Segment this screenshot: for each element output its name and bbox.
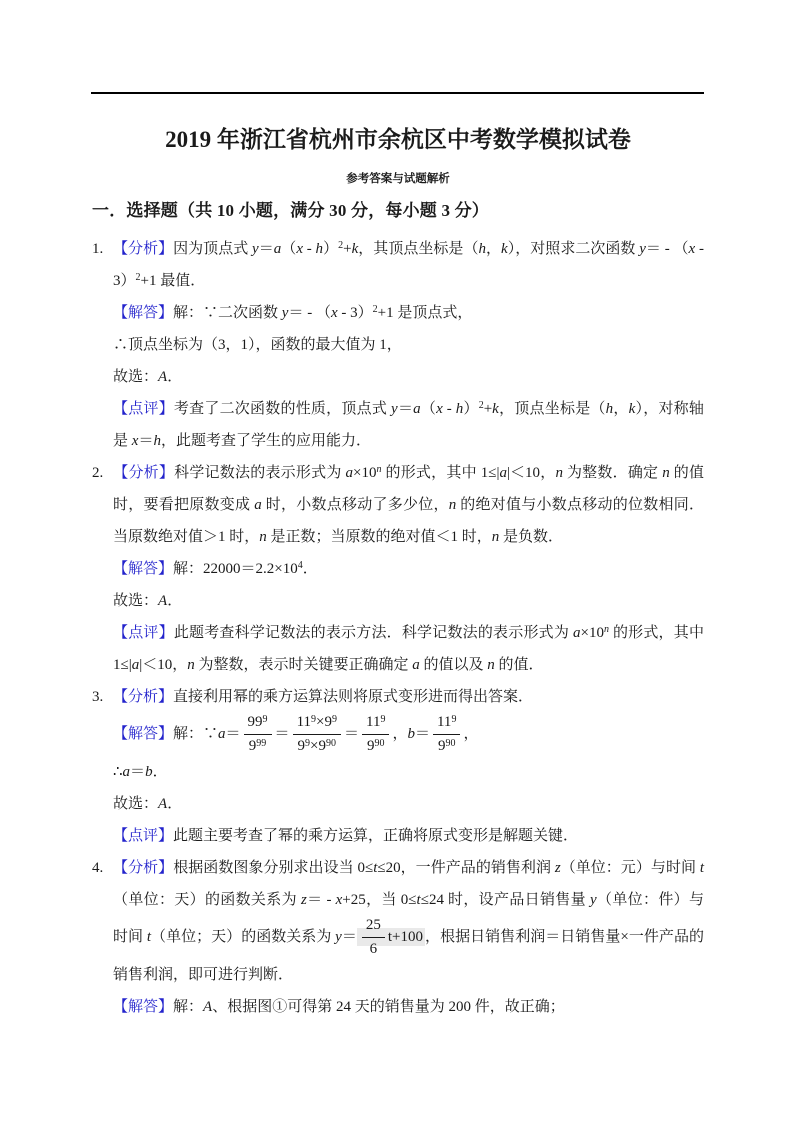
text-run: A (158, 796, 168, 812)
fraction (362, 916, 385, 959)
text-run: 99 (256, 738, 267, 749)
text-run: n (487, 657, 495, 673)
text-run: ＝ (138, 433, 154, 449)
text-run: b (145, 764, 153, 780)
text-run: ． (167, 593, 183, 609)
text-run: ＝ - （ (645, 241, 689, 257)
question-paragraph (92, 788, 704, 820)
question-paragraph (92, 585, 704, 617)
text-run: t (699, 860, 704, 876)
text-run: ， (392, 725, 408, 742)
text-run: 为整数．确定 (562, 465, 663, 481)
text-run: 的值以及 (419, 657, 488, 673)
step-label: 【解答】 (113, 305, 174, 321)
question-block-2 (92, 457, 704, 681)
section-heading: 一．选择题（共 10 小题，满分 30 分，每小题 3 分） (92, 201, 489, 220)
text-run: 的绝对值与小数点移动的位数相同．当原数绝对值＞1 时， (113, 497, 704, 545)
text-run: x (436, 401, 443, 417)
text-run: + (483, 401, 493, 417)
text-run: ），对称轴是 (113, 401, 704, 449)
equation-highlight (357, 917, 425, 957)
text-run: h (153, 433, 161, 449)
text-run: 解：∵ (173, 725, 219, 742)
text-run: 、根据图①可得第 24 天的销售量为 200 件，故正确； (212, 999, 565, 1015)
fraction-denominator (362, 735, 389, 756)
text-run: 的形式，其中 1≤| (113, 625, 704, 673)
question-paragraph (92, 393, 704, 457)
text-run: - (442, 401, 456, 417)
text-run: t+100 (387, 928, 424, 945)
text-run: ． (302, 561, 318, 577)
text-run: ＝ (130, 764, 146, 780)
text-run: x (688, 241, 696, 257)
text-run: ， (485, 241, 502, 257)
text-run: 故选： (113, 796, 159, 812)
text-run: a (254, 497, 262, 513)
page-content (92, 92, 704, 1023)
step-label: 【点评】 (113, 625, 174, 641)
text-run: +1 最值． (140, 273, 206, 289)
question-number: 2. (92, 465, 104, 481)
text-run: 此题主要考查了幂的乘方运算，正确将原式变形是解题关键． (173, 828, 579, 844)
text-run: ＝ (341, 928, 357, 945)
text-run: n (662, 465, 670, 481)
text-run: 的值． (494, 657, 544, 673)
text-run: 为整数，表示时关键要正确确定 (194, 657, 413, 673)
text-run: 是正数；当原数的绝对值＜1 时， (266, 529, 492, 545)
text-run: ），对照求二次函数 (507, 241, 640, 257)
question-paragraph (92, 457, 704, 553)
text-run: 9 (311, 714, 317, 725)
text-run: 9 (437, 738, 446, 754)
question-paragraph (92, 297, 704, 329)
text-run: y (391, 401, 398, 417)
text-run: k (351, 241, 359, 257)
text-run: 解：∵二次函数 (173, 305, 282, 321)
text-run: ． (167, 796, 183, 812)
fraction-denominator (244, 735, 272, 756)
fraction-numerator (362, 916, 385, 938)
text-run: + (343, 241, 352, 257)
text-run: k (628, 401, 636, 417)
text-run: n (187, 657, 195, 673)
text-run: 9 (248, 738, 257, 754)
text-run: 故选： (113, 369, 159, 385)
text-run: a (573, 625, 581, 641)
text-run: 直接利用幂的乘方运算法则将原式变形进而得出答案． (173, 689, 534, 705)
text-run: y (281, 305, 289, 321)
text-run: ） (323, 241, 339, 257)
text-run: a (412, 657, 420, 673)
text-run: 考查了二次函数的性质，顶点式 (173, 401, 392, 417)
text-run: 9 (262, 714, 268, 725)
text-run: y (590, 892, 597, 908)
text-run: |＜10， (139, 657, 188, 673)
text-run: h (478, 241, 486, 257)
text-run: 的形式，其中 1≤| (381, 465, 500, 481)
text-run: 的值时，要看把原数变成 (113, 465, 704, 513)
text-run: - 3） (337, 305, 373, 321)
fraction-denominator (362, 938, 385, 959)
text-run: （单位：元）与时间 (560, 860, 700, 876)
step-label: 【解答】 (113, 561, 174, 577)
text-run: ， (463, 725, 479, 742)
text-run: ≤24 时，设产品日销售量 (420, 892, 591, 908)
question-paragraph (92, 553, 704, 585)
text-run: h (605, 401, 614, 417)
text-run: ×9 (316, 714, 332, 730)
text-run: ． (167, 369, 183, 385)
text-run: b (407, 725, 415, 742)
text-run: +25，当 0≤ (342, 892, 417, 908)
text-run: y (335, 928, 342, 945)
question-number: 1. (92, 241, 104, 257)
text-run: x (335, 892, 343, 908)
text-run: （单位：天）的函数关系为 (113, 892, 301, 908)
question-paragraph (92, 681, 704, 713)
text-run: 科学记数法的表示形式为 (174, 465, 346, 481)
text-run: 9 (366, 738, 375, 754)
fraction-numerator (362, 713, 389, 735)
question-paragraph (92, 756, 704, 788)
text-run: 9 (380, 714, 386, 725)
text-run: 因为顶点式 (173, 241, 253, 257)
text-run: 9 (451, 714, 457, 725)
question-paragraph (92, 852, 704, 991)
text-run: 11 (366, 714, 381, 730)
text-run: 2 (478, 400, 484, 411)
text-run: 99 (247, 714, 263, 730)
step-label: 【分析】 (113, 860, 174, 876)
text-run: 9 (297, 738, 306, 754)
text-run: 2 (135, 272, 141, 283)
text-run: a (345, 465, 354, 481)
text-run: ＝ - (306, 892, 336, 908)
fraction-denominator (433, 735, 460, 756)
text-run: ，根据日销售利润＝日销售量×一件产品的销售利润，即可进行判断． (113, 928, 704, 983)
text-run: x (330, 305, 338, 321)
text-run: ，其顶点坐标是（ (358, 241, 479, 257)
text-run: x (296, 241, 303, 257)
text-run: ∴顶点坐标为（3，1），函数的最大值为 1， (113, 337, 402, 353)
text-run: 时，小数点移动了多少位， (261, 497, 449, 513)
text-run: ） (463, 401, 479, 417)
text-run: ＝ (258, 241, 274, 257)
text-run: A (158, 369, 168, 385)
text-run: ． (152, 764, 168, 780)
text-run: （单位：件）与时间 (113, 892, 704, 945)
text-run: a (131, 657, 140, 673)
text-run: 11 (296, 714, 312, 730)
page-title: 2019 年浙江省杭州市余杭区中考数学模拟试卷 (165, 127, 631, 152)
text-run: 是负数． (499, 529, 564, 545)
text-run: 90 (374, 738, 385, 749)
text-run: 此题考查科学记数法的表示方法．科学记数法的表示形式为 (173, 625, 574, 641)
text-run: （ (420, 401, 437, 417)
text-run: - 3） (113, 241, 704, 289)
fraction (244, 713, 272, 756)
text-run: ×10 (580, 625, 604, 641)
page-subtitle: 参考答案与试题解析 (346, 173, 450, 185)
text-run: - (303, 241, 316, 257)
text-run: z (300, 892, 307, 908)
text-run: ＝ (397, 401, 414, 417)
question-paragraph (92, 617, 704, 681)
text-run: t (416, 892, 421, 908)
text-run: x (131, 433, 139, 449)
text-run: ＝ - （ (288, 305, 331, 321)
fraction-numerator (433, 713, 460, 735)
step-label: 【分析】 (113, 465, 175, 481)
text-run: y (639, 241, 646, 257)
text-run: （ (281, 241, 297, 257)
text-run: （单位；天）的函数关系为 (151, 928, 336, 945)
text-run: ，此题考查了学生的应用能力． (160, 433, 371, 449)
fraction-numerator (293, 713, 341, 735)
text-run: 90 (445, 738, 456, 749)
text-run: k (492, 401, 499, 417)
text-run: n (376, 464, 382, 475)
text-run: 9 (331, 714, 337, 725)
text-run: 解： (173, 999, 204, 1015)
text-run: t (146, 928, 152, 945)
question-paragraph (92, 361, 704, 393)
text-run: ×9 (310, 738, 326, 754)
text-run: ＝ (343, 725, 359, 742)
text-run: t (373, 860, 378, 876)
step-label: 【点评】 (113, 401, 174, 417)
text-run: h (315, 241, 324, 257)
text-run: n (491, 529, 500, 545)
question-paragraph (92, 820, 704, 852)
text-run: 4 (297, 560, 303, 571)
text-run: a (122, 764, 131, 780)
text-run: a (273, 241, 282, 257)
text-run: 解：22000＝2.2×10 (173, 561, 298, 577)
step-label: 【解答】 (113, 725, 174, 742)
text-run: k (501, 241, 508, 257)
step-label: 【分析】 (113, 241, 174, 257)
text-run: ×10 (353, 465, 377, 481)
text-run: n (448, 497, 457, 513)
text-run: z (554, 860, 561, 876)
text-run: ＝ (225, 725, 241, 742)
text-run: a (218, 725, 226, 742)
text-run: a (499, 465, 508, 481)
fraction-numerator (244, 713, 272, 735)
text-run: a (413, 401, 421, 417)
question-number: 3. (92, 689, 104, 705)
text-run: h (455, 401, 464, 417)
text-run: n (555, 465, 563, 481)
text-run: A (158, 593, 168, 609)
text-run: 故选： (113, 593, 159, 609)
text-run: n (604, 624, 609, 635)
text-run: |＜10， (507, 465, 556, 481)
text-run: 2 (338, 240, 344, 251)
step-label: 【点评】 (113, 828, 174, 844)
text-run: ∴ (113, 764, 123, 780)
text-run: 9 (305, 738, 311, 749)
text-run: ＝ (274, 725, 290, 742)
question-block-3 (92, 681, 704, 852)
questions-list (92, 233, 704, 1023)
fraction (362, 713, 389, 756)
text-run: 90 (326, 738, 336, 749)
text-run: n (259, 529, 267, 545)
step-label: 【解答】 (113, 999, 174, 1015)
question-paragraph (92, 329, 704, 361)
question-number: 4. (92, 860, 104, 876)
text-run: ≤20，一件产品的销售利润 (377, 860, 555, 876)
step-label: 【分析】 (113, 689, 174, 705)
text-run: 6 (369, 941, 378, 957)
text-run: 根据函数图象分别求出设当 0≤ (173, 860, 374, 876)
fraction (293, 713, 341, 756)
text-run: +1 是顶点式， (377, 305, 473, 321)
text-run: 11 (436, 714, 452, 730)
question-block-4 (92, 852, 704, 1023)
question-block-1 (92, 233, 704, 457)
question-paragraph (92, 233, 704, 297)
text-run: 2 (372, 304, 378, 315)
text-run: 25 (365, 917, 381, 933)
text-run: ，顶点坐标是（ (498, 401, 606, 417)
text-run: y (252, 241, 259, 257)
question-paragraph (92, 713, 704, 756)
fraction-denominator (293, 735, 341, 756)
text-run: ＝ (414, 725, 430, 742)
text-run: A (203, 999, 213, 1015)
question-paragraph (92, 991, 704, 1023)
fraction (433, 713, 460, 756)
text-run: ， (613, 401, 629, 417)
header-rule (91, 92, 704, 94)
